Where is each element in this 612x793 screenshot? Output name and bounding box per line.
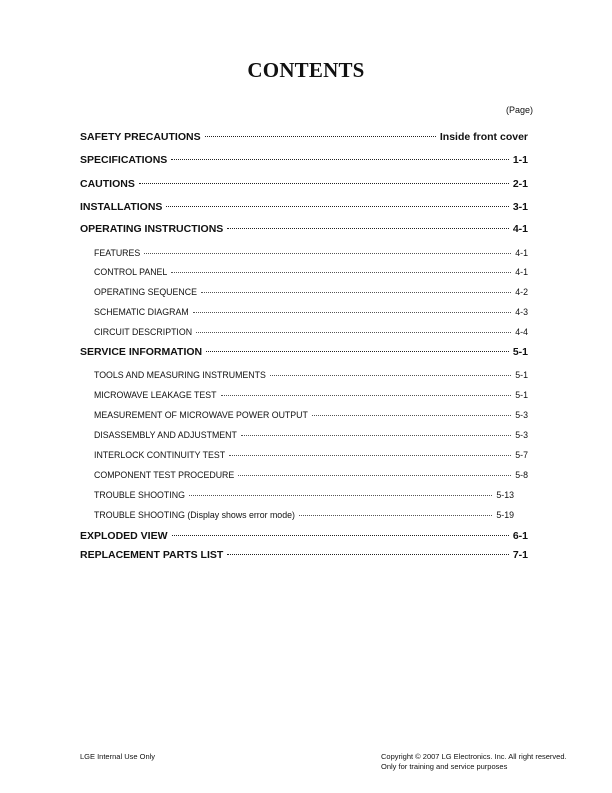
dot-leader	[171, 159, 509, 160]
footer-copyright: Copyright © 2007 LG Electronics. Inc. All right reserved.	[381, 752, 567, 761]
dot-leader	[144, 253, 511, 254]
toc-entry-measurement-of-microwave-power-output[interactable]	[94, 410, 528, 420]
dot-leader	[227, 554, 509, 555]
dot-leader	[238, 475, 511, 476]
dot-leader	[189, 495, 492, 496]
toc-entry-page: 5-7	[515, 450, 528, 460]
dot-leader	[227, 228, 509, 229]
toc-entry-label: MEASUREMENT OF MICROWAVE POWER OUTPUT	[94, 410, 308, 420]
toc-entry-page: 4-4	[515, 327, 528, 337]
toc-entry-page: 5-1	[515, 390, 528, 400]
toc-entry-page: 5-1	[515, 370, 528, 380]
toc-entry-page: 5-1	[512, 346, 528, 358]
toc-entry-label: INTERLOCK CONTINUITY TEST	[94, 450, 226, 460]
toc-entry-label: SPECIFICATIONS	[80, 154, 168, 166]
toc-entry-page: 4-2	[515, 287, 528, 297]
dot-leader	[139, 183, 509, 184]
dot-leader	[205, 136, 436, 137]
toc-entry-label: REPLACEMENT PARTS LIST	[80, 549, 224, 561]
toc-entry-microwave-leakage-test[interactable]	[94, 390, 528, 400]
toc-entry-features[interactable]	[94, 248, 528, 258]
toc-entry-page: 5-13	[496, 490, 514, 500]
dot-leader	[166, 206, 508, 207]
toc-entry-label: TROUBLE SHOOTING (Display shows error mode)	[94, 510, 295, 520]
toc-entry-operating-instructions[interactable]	[80, 223, 528, 235]
toc-entry-label: MICROWAVE LEAKAGE TEST	[94, 390, 217, 400]
toc-entry-page: 4-1	[515, 248, 528, 258]
toc-entry-label: DISASSEMBLY AND ADJUSTMENT	[94, 430, 237, 440]
toc-entry-label: INSTALLATIONS	[80, 201, 163, 213]
dot-leader	[206, 351, 509, 352]
toc-entry-page: 1-1	[512, 154, 528, 166]
toc-entry-installations[interactable]	[80, 201, 528, 213]
toc-entry-exploded-view[interactable]	[80, 530, 528, 542]
toc-entry-page: 3-1	[512, 201, 528, 213]
toc-entry-control-panel[interactable]	[94, 267, 528, 277]
dot-leader	[312, 415, 511, 416]
footer-copyright-block	[381, 752, 567, 772]
dot-leader	[171, 272, 511, 273]
toc-entry-interlock-continuity-test[interactable]	[94, 450, 528, 460]
toc-entry-label: OPERATING INSTRUCTIONS	[80, 223, 224, 235]
toc-entry-page: 5-8	[515, 470, 528, 480]
dot-leader	[196, 332, 511, 333]
toc-entry-label: TOOLS AND MEASURING INSTRUMENTS	[94, 370, 266, 380]
toc-entry-page: 5-3	[515, 430, 528, 440]
toc-entry-trouble-shooting[interactable]	[94, 490, 514, 500]
toc-entry-label: SCHEMATIC DIAGRAM	[94, 307, 189, 317]
toc-entry-label: EXPLODED VIEW	[80, 530, 168, 542]
dot-leader	[172, 535, 509, 536]
toc-entry-label: COMPONENT TEST PROCEDURE	[94, 470, 235, 480]
toc-entry-page: 4-1	[515, 267, 528, 277]
toc-entry-page: 5-19	[496, 510, 514, 520]
toc-entry-label: SAFETY PRECAUTIONS	[80, 131, 201, 143]
footer-purpose: Only for training and service purposes	[381, 762, 508, 771]
dot-leader	[270, 375, 511, 376]
toc-entry-specifications[interactable]	[80, 154, 528, 166]
toc-entry-page: Inside front cover	[439, 131, 528, 143]
toc-entry-tools-and-measuring-instruments[interactable]	[94, 370, 528, 380]
toc-entry-page: 2-1	[512, 178, 528, 190]
toc-entry-page: 4-3	[515, 307, 528, 317]
dot-leader	[201, 292, 511, 293]
dot-leader	[221, 395, 512, 396]
toc-entry-label: OPERATING SEQUENCE	[94, 287, 197, 297]
toc-entry-disassembly-and-adjustment[interactable]	[94, 430, 528, 440]
toc-entry-operating-sequence[interactable]	[94, 287, 528, 297]
toc-entry-safety-precautions[interactable]	[80, 131, 528, 143]
toc-entry-service-information[interactable]	[80, 346, 528, 358]
toc-entry-label: CIRCUIT DESCRIPTION	[94, 327, 193, 337]
toc-entry-page: 7-1	[512, 549, 528, 561]
toc-entry-label: TROUBLE SHOOTING	[94, 490, 185, 500]
toc-entry-label: SERVICE INFORMATION	[80, 346, 203, 358]
dot-leader	[193, 312, 512, 313]
toc-entry-label: FEATURES	[94, 248, 141, 258]
toc-entry-page: 4-1	[512, 223, 528, 235]
dot-leader	[241, 435, 511, 436]
toc-entry-page: 6-1	[512, 530, 528, 542]
footer-internal-use: LGE Internal Use Only	[80, 752, 156, 761]
toc-entry-schematic-diagram[interactable]	[94, 307, 528, 317]
toc-entry-page: 5-3	[515, 410, 528, 420]
toc-entry-circuit-description[interactable]	[94, 327, 528, 337]
toc-entry-component-test-procedure[interactable]	[94, 470, 528, 480]
dot-leader	[229, 455, 511, 456]
toc-entry-cautions[interactable]	[80, 178, 528, 190]
dot-leader	[299, 515, 492, 516]
page-title: CONTENTS	[247, 58, 365, 82]
toc-entry-trouble-shooting-error-mode[interactable]	[94, 510, 514, 520]
toc-entry-label: CONTROL PANEL	[94, 267, 168, 277]
toc-entry-replacement-parts-list[interactable]	[80, 549, 528, 561]
toc-entry-label: CAUTIONS	[80, 178, 135, 190]
page-column-label: (Page)	[505, 105, 533, 115]
